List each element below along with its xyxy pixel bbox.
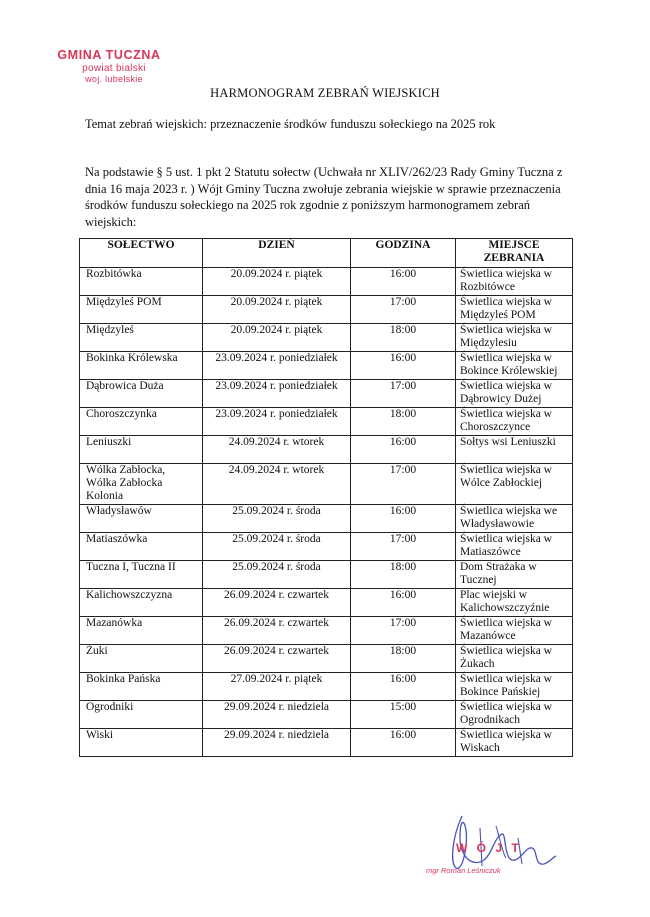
cell-godzina: 16:00	[351, 505, 456, 533]
cell-miejsce: Świetlica wiejska w Ogrodnikach	[456, 701, 573, 729]
header-solectwo: SOŁECTWO	[80, 239, 203, 268]
cell-godzina: 16:00	[351, 673, 456, 701]
cell-solectwo: Wiski	[80, 729, 203, 757]
cell-godzina: 18:00	[351, 645, 456, 673]
table-row	[80, 701, 573, 729]
cell-godzina: 16:00	[351, 268, 456, 296]
cell-miejsce: Sołtys wsi Leniuszki	[456, 436, 573, 464]
schedule-table	[79, 238, 573, 757]
cell-solectwo: Rozbitówka	[80, 268, 203, 296]
table-header-row	[80, 239, 573, 268]
cell-miejsce: Świetlica wiejska w Wiskach	[456, 729, 573, 757]
cell-godzina: 17:00	[351, 617, 456, 645]
table-row	[80, 533, 573, 561]
table-row	[80, 729, 573, 757]
cell-godzina: 18:00	[351, 324, 456, 352]
cell-miejsce: Świetlica wiejska w Matiaszówce	[456, 533, 573, 561]
signature-name: mgr Roman Leśniczuk	[426, 866, 501, 875]
cell-miejsce: Świetlica wiejska w Mazanówce	[456, 617, 573, 645]
cell-solectwo: Leniuszki	[80, 436, 203, 464]
cell-godzina: 18:00	[351, 408, 456, 436]
cell-solectwo: Bokinka Królewska	[80, 352, 203, 380]
cell-miejsce: Dom Strażaka w Tucznej	[456, 561, 573, 589]
cell-godzina: 18:00	[351, 561, 456, 589]
meeting-subject: Temat zebrań wiejskich: przeznaczenie środków funduszu sołeckiego na 2025 rok	[85, 117, 496, 131]
cell-miejsce: Świetlica wiejska w Rozbitówce	[456, 268, 573, 296]
cell-miejsce: Świetlica wiejska w Dąbrowicy Dużej	[456, 380, 573, 408]
cell-dzien: 26.09.2024 r. czwartek	[203, 589, 351, 617]
header-dzien: DZIEŃ	[203, 239, 351, 268]
cell-dzien: 27.09.2024 r. piątek	[203, 673, 351, 701]
cell-solectwo: Choroszczynka	[80, 408, 203, 436]
cell-miejsce: Świetlica wiejska we Władysławowie	[456, 505, 573, 533]
cell-solectwo: Ogrodniki	[80, 701, 203, 729]
cell-dzien: 29.09.2024 r. niedziela	[203, 729, 351, 757]
cell-godzina: 17:00	[351, 380, 456, 408]
cell-dzien: 26.09.2024 r. czwartek	[203, 617, 351, 645]
header-godzina: GODZINA	[351, 239, 456, 268]
signature-title: W Ó J T	[456, 841, 522, 855]
cell-miejsce: Świetlica wiejska w Bokince Królewskiej	[456, 352, 573, 380]
cell-dzien: 23.09.2024 r. poniedziałek	[203, 408, 351, 436]
cell-solectwo: Żuki	[80, 645, 203, 673]
schedule-body	[80, 268, 573, 757]
cell-dzien: 20.09.2024 r. piątek	[203, 268, 351, 296]
cell-dzien: 26.09.2024 r. czwartek	[203, 645, 351, 673]
cell-miejsce: Świetlica wiejska w Bokince Pańskiej	[456, 673, 573, 701]
cell-godzina: 17:00	[351, 464, 456, 505]
cell-solectwo: Tuczna I, Tuczna II	[80, 561, 203, 589]
cell-dzien: 24.09.2024 r. wtorek	[203, 436, 351, 464]
cell-miejsce: Świetlica wiejska w Żukach	[456, 645, 573, 673]
table-row	[80, 408, 573, 436]
table-row	[80, 324, 573, 352]
cell-miejsce: Świetlica wiejska w Międzylesiu	[456, 324, 573, 352]
table-row	[80, 673, 573, 701]
cell-dzien: 23.09.2024 r. poniedziałek	[203, 352, 351, 380]
cell-solectwo: Władysławów	[80, 505, 203, 533]
table-row	[80, 617, 573, 645]
cell-solectwo: Mazanówka	[80, 617, 203, 645]
cell-dzien: 20.09.2024 r. piątek	[203, 296, 351, 324]
cell-godzina: 17:00	[351, 533, 456, 561]
cell-godzina: 15:00	[351, 701, 456, 729]
table-row	[80, 589, 573, 617]
cell-solectwo: Międzyleś	[80, 324, 203, 352]
cell-dzien: 23.09.2024 r. poniedziałek	[203, 380, 351, 408]
cell-dzien: 25.09.2024 r. środa	[203, 561, 351, 589]
cell-godzina: 16:00	[351, 352, 456, 380]
stamp-municipality-name: GMINA TUCZNA	[57, 48, 161, 62]
cell-miejsce: Plac wiejski w Kalichowszczyźnie	[456, 589, 573, 617]
stamp-county: powiat bialski	[82, 63, 146, 74]
cell-godzina: 17:00	[351, 296, 456, 324]
table-row	[80, 436, 573, 464]
cell-miejsce: Świetlica wiejska w Wólce Zabłockiej	[456, 464, 573, 505]
table-row	[80, 380, 573, 408]
intro-paragraph: Na podstawie § 5 ust. 1 pkt 2 Statutu sołectw (Uchwała nr XLIV/262/23 Rady Gminy Tuczna z dnia 16 maja 2023 r. ) Wójt Gminy Tuczna zwołuje zebrania wiejskie w sprawie przeznaczenia środków funduszu sołeckiego na 2025 rok zgodnie z poniższym harmonogramem zebrań wiejskich:	[85, 165, 563, 229]
table-row	[80, 352, 573, 380]
cell-miejsce: Świetlica wiejska w Choroszczynce	[456, 408, 573, 436]
cell-dzien: 24.09.2024 r. wtorek	[203, 464, 351, 505]
cell-solectwo: Kalichowszczyzna	[80, 589, 203, 617]
cell-dzien: 25.09.2024 r. środa	[203, 533, 351, 561]
cell-dzien: 29.09.2024 r. niedziela	[203, 701, 351, 729]
cell-miejsce: Świetlica wiejska w Międzyleś POM	[456, 296, 573, 324]
document-title: HARMONOGRAM ZEBRAŃ WIEJSKICH	[210, 86, 440, 100]
table-row	[80, 464, 573, 505]
header-miejsce: MIEJSCE ZEBRANIA	[456, 239, 573, 268]
table-row	[80, 268, 573, 296]
cell-solectwo: Dąbrowica Duża	[80, 380, 203, 408]
cell-solectwo: Bokinka Pańska	[80, 673, 203, 701]
stamp-voivodeship: woj. lubelskie	[85, 74, 143, 84]
cell-solectwo: Wólka Zabłocka, Wólka Zabłocka Kolonia	[80, 464, 203, 505]
cell-godzina: 16:00	[351, 729, 456, 757]
cell-godzina: 16:00	[351, 589, 456, 617]
mayor-signature	[422, 808, 562, 888]
cell-solectwo: Matiaszówka	[80, 533, 203, 561]
cell-solectwo: Międzyleś POM	[80, 296, 203, 324]
municipality-stamp	[44, 48, 174, 85]
table-row	[80, 645, 573, 673]
table-row	[80, 561, 573, 589]
cell-godzina: 16:00	[351, 436, 456, 464]
table-row	[80, 505, 573, 533]
cell-dzien: 25.09.2024 r. środa	[203, 505, 351, 533]
table-row	[80, 296, 573, 324]
cell-dzien: 20.09.2024 r. piątek	[203, 324, 351, 352]
